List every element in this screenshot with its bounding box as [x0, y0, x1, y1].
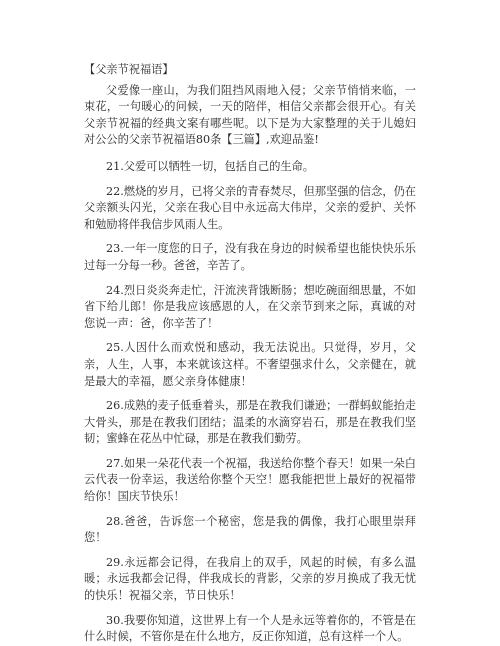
blessing-paragraph-30: 30.我要你知道，这世界上有一个人是永远等着你的，不管是在什么时候，不管你是在什么地方，反正你知道，总有这样一个人。: [84, 613, 416, 644]
blessing-paragraph-23: 23.一年一度您的日子，没有我在身边的时候希望也能快快乐乐过每一分每一秒。爸爸，辛苦了。: [84, 242, 416, 272]
blessing-paragraph-22: 22.燃烧的岁月，已将父亲的青春焚尽，但那坚强的信念，仍在父亲额头闪光，父亲在我心目中永远高大伟岸，父亲的爱护、关怀和勉励将伴我信步风雨人生。: [84, 184, 416, 231]
document-heading: 【父亲节祝福语】: [84, 63, 174, 76]
blessing-paragraph-26: 26.成熟的麦子低垂着头，那是在教我们谦逊；一群蚂蚁能抬走大骨头，那是在教我们团结；温柔的水滴穿岩石，那是在教我们坚韧；蜜蜂在花丛中忙碌，那是在教我们勤劳。: [84, 399, 416, 446]
blessing-paragraph-24: 24.烈日炎炎奔走忙，汗流浃背饿断肠；想吃碗面细思量，不如省下给儿郎！你是我应该感恩的人，在父亲节到来之际，真诚的对您说一声：爸，你辛苦了！: [84, 283, 416, 330]
intro-paragraph: 父爱像一座山，为我们阻挡风雨地入侵；父亲节悄悄来临，一束花，一句暖心的问候，一天的陪伴，相信父亲都会很开心。有关父亲节祝福的经典文案有哪些呢。以下是为大家整理的关于儿媳妇对公公的父亲节祝福语80条【三篇】,欢迎品鉴!: [84, 83, 416, 147]
blessing-paragraph-25: 25.人因什么而欢悦和感动，我无法说出。只觉得，岁月，父亲，人生，人事，本来就该这样。不奢望强求什么，父亲健在，就是最大的幸福，愿父亲身体健康！: [84, 341, 416, 388]
blessing-paragraph-28: 28.爸爸，告诉您一个秘密，您是我的偶像，我打心眼里崇拜您！: [84, 514, 416, 545]
blessing-paragraph-27: 27.如果一朵花代表一个祝福，我送给你整个春天！如果一朵白云代表一份幸运，我送给你整个天空！愿我能把世上最好的祝福带给你！国庆节快乐！: [84, 456, 416, 504]
blessing-paragraph-21: 21.父爱可以牺牲一切，包括自己的生命。: [106, 159, 314, 173]
blessing-paragraph-29: 29.永远都会记得，在我肩上的双手，风起的时候，有多么温暖；永远我都会记得，伴我成长的背影，父亲的岁月换成了我无忧的快乐！祝福父亲，节日快乐！: [84, 555, 416, 603]
